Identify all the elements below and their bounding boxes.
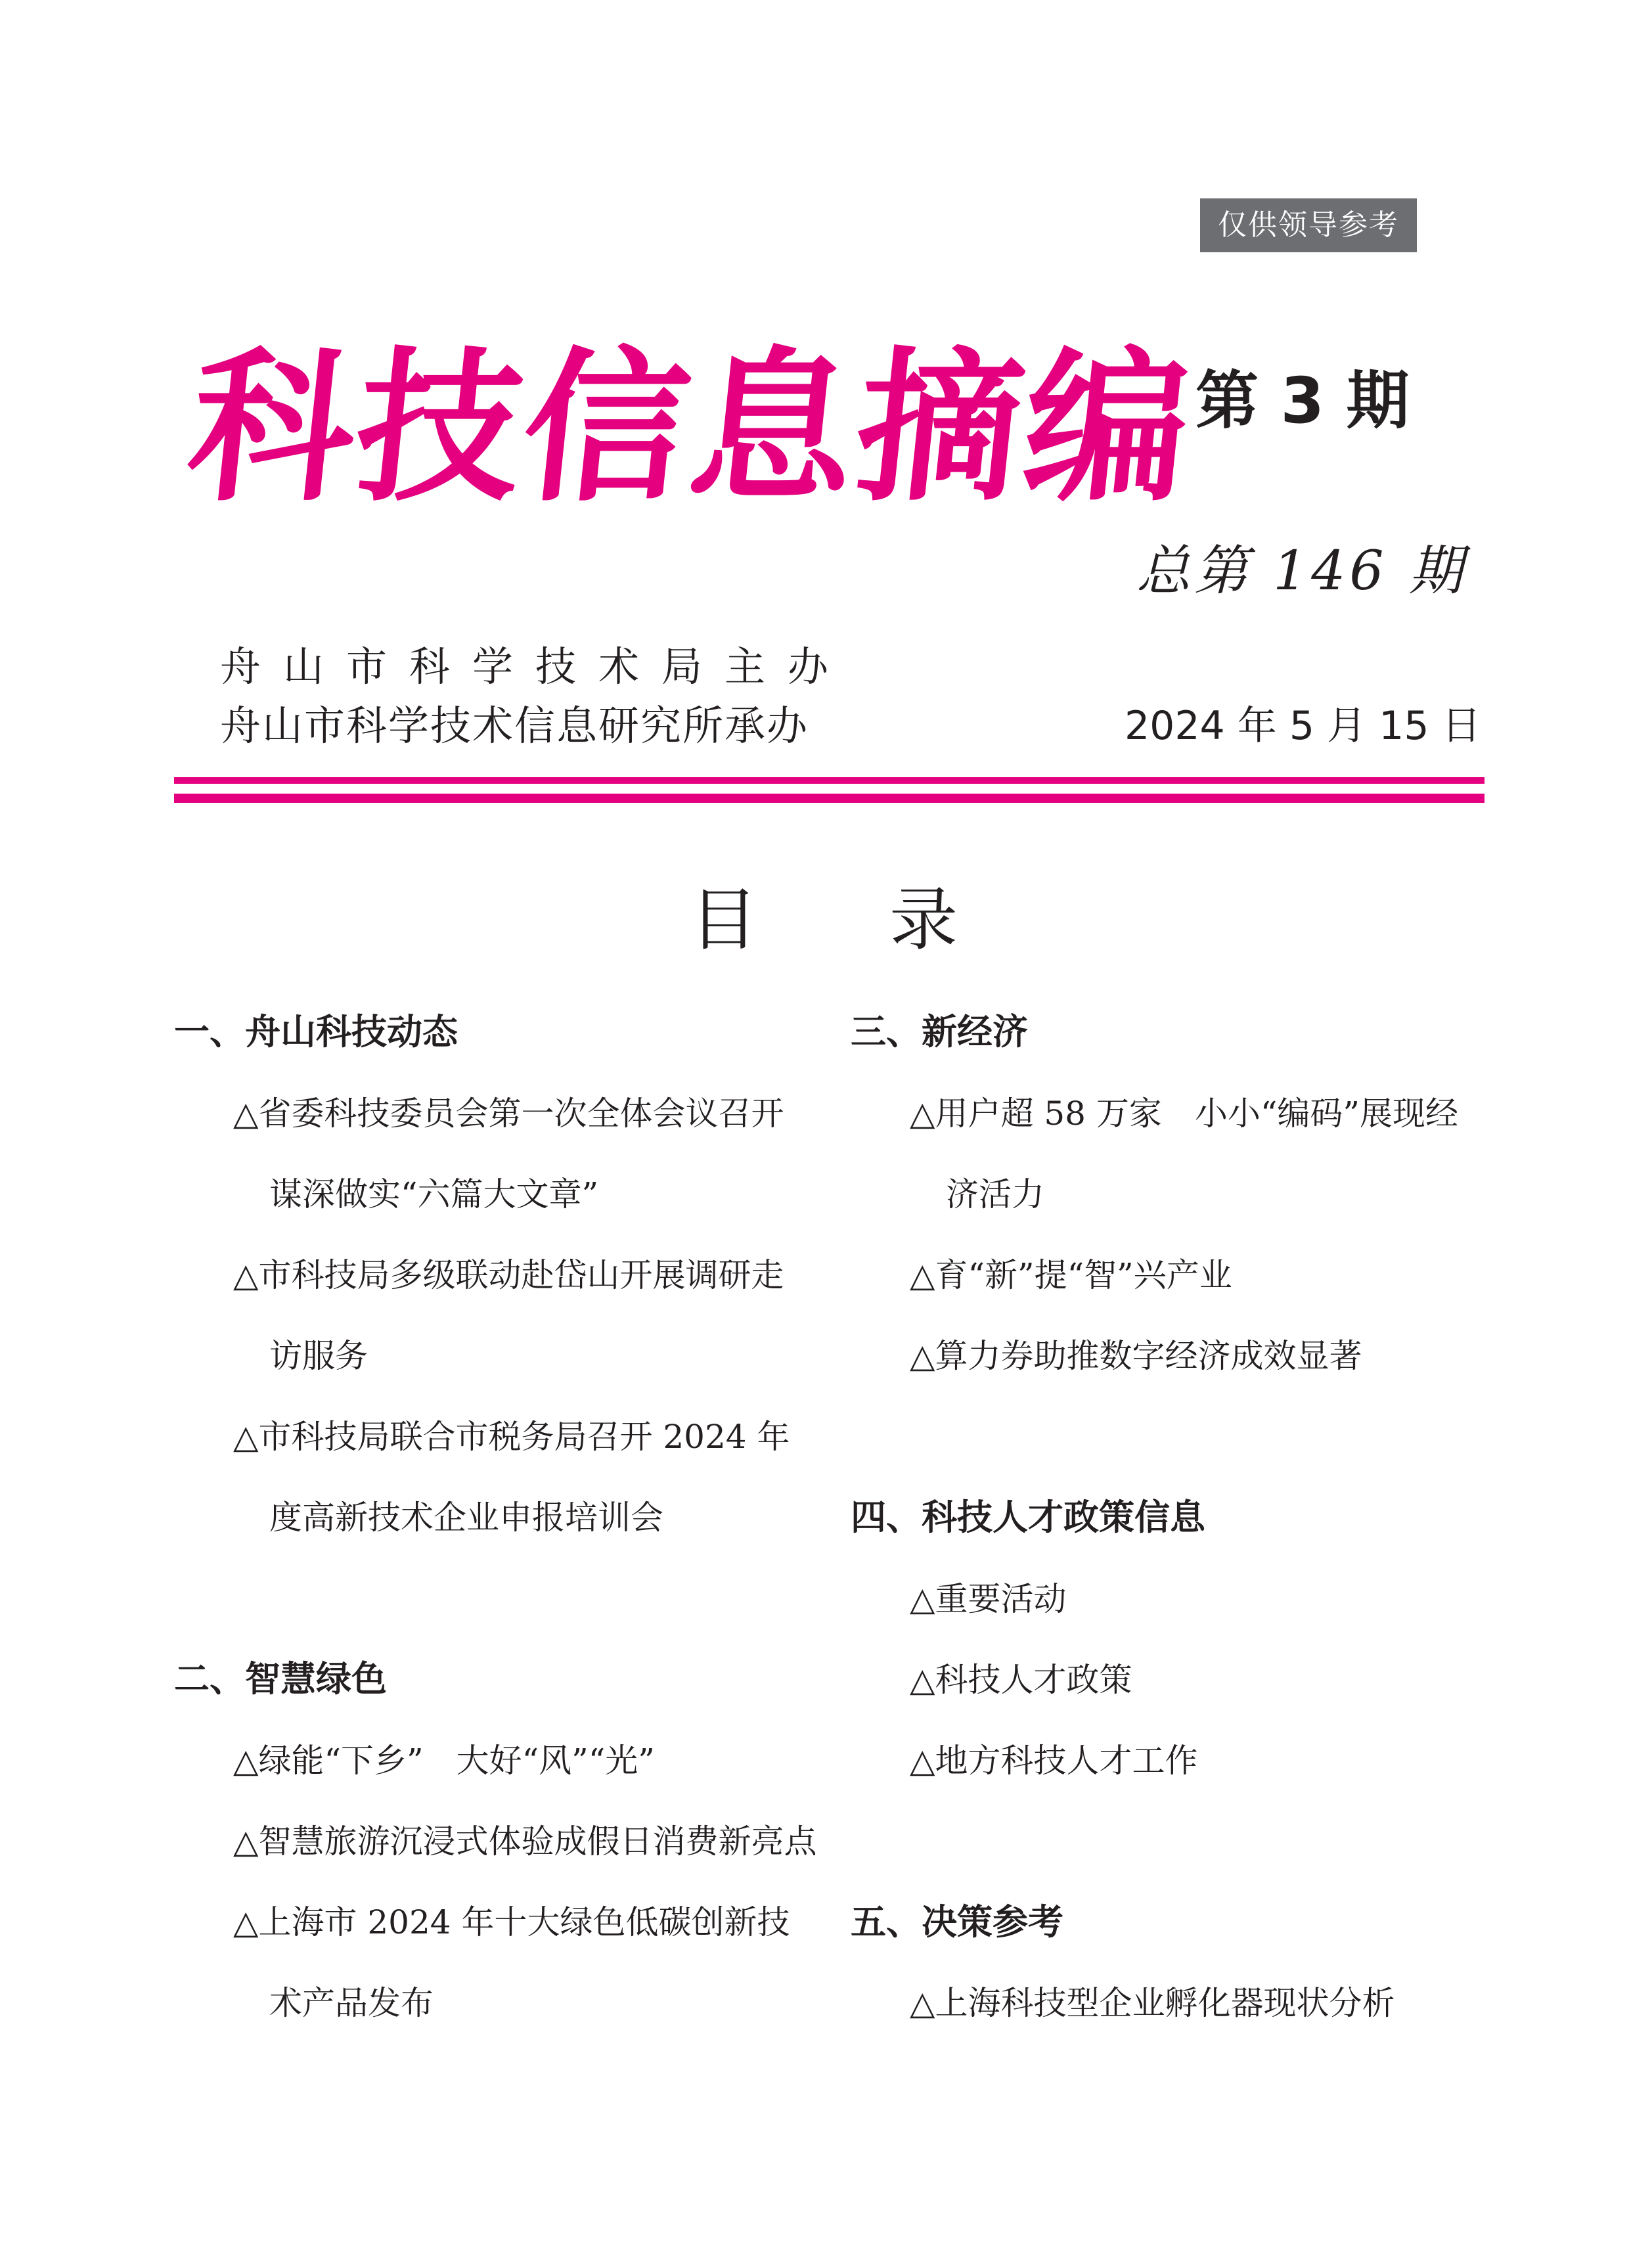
toc-title xyxy=(690,874,958,966)
reference-badge: 仅供领导参考 xyxy=(1200,198,1417,252)
toc-item-continuation[interactable]: 访服务 xyxy=(269,1337,368,1375)
toc-section-heading[interactable]: 五、决策参考 xyxy=(851,1901,1063,1943)
sponsor-line: 舟山市科学技术局主办 xyxy=(220,643,851,690)
toc-item[interactable]: △绿能“下乡” 大好“风”“光” xyxy=(233,1742,655,1780)
toc-item[interactable]: △上海市 2024 年十大绿色低碳创新技 xyxy=(233,1903,790,1941)
toc-item[interactable]: △重要活动 xyxy=(910,1580,1067,1618)
toc-section-heading[interactable]: 二、智慧绿色 xyxy=(174,1658,387,1700)
organizer-line: 舟山市科学技术信息研究所承办 xyxy=(220,702,809,750)
toc-item-continuation[interactable]: 术产品发布 xyxy=(269,1984,434,2022)
masthead-title: 科技信息摘编 xyxy=(180,330,1202,524)
issue-number: 第 3 期 xyxy=(1195,364,1410,438)
total-issue-number: 总第 146 期 xyxy=(1136,540,1467,602)
toc-section-heading[interactable]: 四、科技人才政策信息 xyxy=(851,1497,1205,1538)
toc-item[interactable]: △地方科技人才工作 xyxy=(910,1742,1198,1780)
toc-item-continuation[interactable]: 谋深做实“六篇大文章” xyxy=(269,1175,599,1213)
publication-date: 2024 年 5 月 15 日 xyxy=(1125,703,1481,749)
toc-item[interactable]: △市科技局多级联动赴岱山开展调研走 xyxy=(233,1256,784,1294)
toc-item[interactable]: △用户超 58 万家 小小“编码”展现经 xyxy=(910,1095,1458,1133)
toc-item[interactable]: △算力券助推数字经济成效显著 xyxy=(910,1337,1362,1375)
toc-item[interactable]: △智慧旅游沉浸式体验成假日消费新亮点 xyxy=(233,1822,817,1861)
toc-title-char: 目 xyxy=(690,880,759,960)
toc-section-heading[interactable]: 一、舟山科技动态 xyxy=(174,1011,458,1052)
toc-item[interactable]: △省委科技委员会第一次全体会议召开 xyxy=(233,1095,784,1133)
toc-item-continuation[interactable]: 济活力 xyxy=(946,1175,1044,1213)
toc-item[interactable]: △市科技局联合市税务局召开 2024 年 xyxy=(233,1418,790,1456)
header-rule-thick xyxy=(174,794,1485,803)
toc-item-continuation[interactable]: 度高新技术企业申报培训会 xyxy=(269,1499,663,1537)
toc-title-char: 录 xyxy=(889,880,958,960)
toc-section-heading[interactable]: 三、新经济 xyxy=(851,1011,1028,1052)
header-rule-thin xyxy=(174,777,1485,784)
toc-item[interactable]: △上海科技型企业孵化器现状分析 xyxy=(910,1984,1395,2022)
toc-item[interactable]: △育“新”提“智”兴产业 xyxy=(910,1256,1232,1294)
toc-item[interactable]: △科技人才政策 xyxy=(910,1661,1132,1699)
